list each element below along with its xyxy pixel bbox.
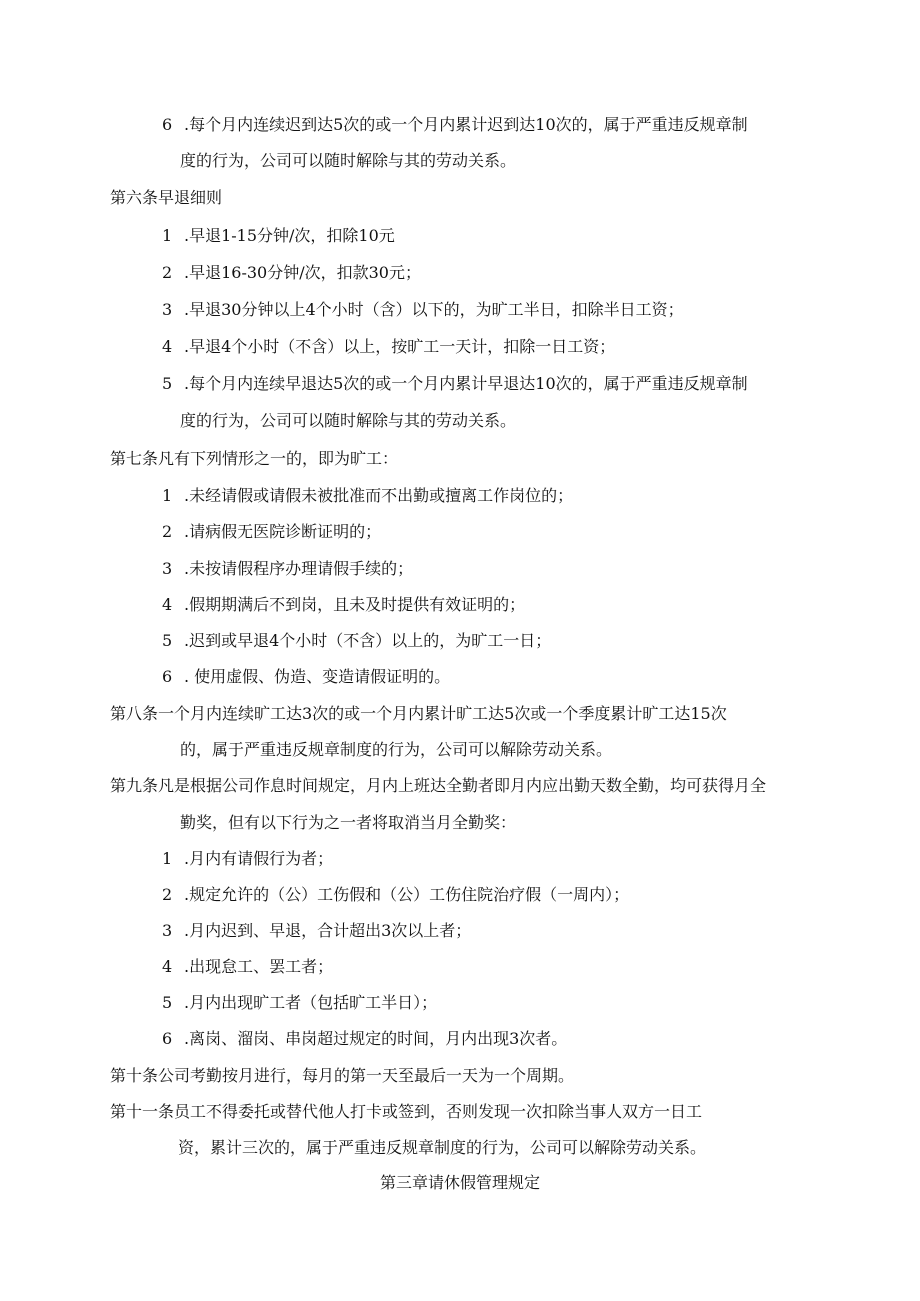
list-item: [162, 374, 748, 394]
list-item: [162, 337, 615, 357]
item-text: .早退16-30分钟/次，扣款30元；: [184, 263, 421, 282]
item-number: 5: [162, 993, 173, 1012]
article-heading: 第九条凡是根据公司作息时间规定，月内上班达全勤者即月内应出勤天数全勤，均可获得月全: [110, 776, 767, 795]
item-text: .早退1-15分钟/次，扣除10元: [184, 226, 395, 245]
item-text: .早退4个小时（不含）以上，按旷工一天计，扣除一日工资；: [184, 337, 616, 356]
continuation-line: 度的行为，公司可以随时解除与其的劳动关系。: [180, 151, 517, 170]
item-number: 6: [162, 115, 173, 134]
list-item: [162, 849, 333, 869]
item-number: 5: [162, 374, 173, 393]
list-item: [162, 993, 437, 1013]
list-item: [162, 522, 381, 542]
item-text: .每个月内连续迟到达5次的或一个月内累计迟到达10次的，属于严重违反规章制: [184, 115, 748, 134]
item-text: .出现怠工、罢工者；: [184, 957, 334, 976]
item-text: .每个月内连续早退达5次的或一个月内累计早退达10次的，属于严重违反规章制: [184, 374, 748, 393]
item-number: 2: [162, 522, 173, 541]
article-heading: 第八条一个月内连续旷工达3次的或一个月内累计旷工达5次或一个季度累计旷工达15次: [110, 704, 727, 723]
item-number: 3: [162, 921, 173, 940]
list-item: [162, 957, 333, 977]
list-item: [162, 115, 748, 135]
item-number: 1: [162, 226, 173, 245]
item-text: .离岗、溜岗、串岗超过规定的时间，月内出现3次者。: [184, 1029, 568, 1048]
item-text: .早退30分钟以上4个小时（含）以下的，为旷工半日，扣除半日工资；: [184, 300, 684, 319]
list-item: [162, 1029, 567, 1049]
continuation-line: 勤奖，但有以下行为之一者将取消当月全勤奖：: [180, 813, 517, 832]
list-item: [162, 263, 421, 283]
list-item: [162, 226, 395, 246]
item-number: 4: [162, 595, 173, 614]
item-text: .未按请假程序办理请假手续的；: [184, 559, 414, 578]
article-heading: 第七条凡有下列情形之一的，即为旷工：: [110, 449, 399, 468]
list-item: [162, 486, 573, 506]
item-text: .月内出现旷工者（包括旷工半日）；: [184, 993, 438, 1012]
item-number: 4: [162, 337, 173, 356]
item-number: 3: [162, 559, 173, 578]
item-number: 6: [162, 1029, 173, 1048]
list-item: [162, 300, 684, 320]
item-number: 3: [162, 300, 173, 319]
item-number: 2: [162, 885, 173, 904]
item-number: 2: [162, 263, 173, 282]
item-number: 4: [162, 957, 173, 976]
list-item: [162, 631, 551, 651]
article-heading: 第六条早退细则: [110, 188, 223, 207]
item-text: .规定允许的（公）工伤假和（公）工伤住院治疗假（一周内）；: [184, 885, 630, 904]
continuation-line: 资，累计三次的，属于严重违反规章制度的行为，公司可以解除劳动关系。: [178, 1138, 707, 1157]
item-text: .月内有请假行为者；: [184, 849, 334, 868]
item-text: .假期期满后不到岗，且未及时提供有效证明的；: [184, 595, 526, 614]
item-text: . 使用虚假、伪造、变造请假证明的。: [184, 667, 451, 686]
item-number: 6: [162, 667, 173, 686]
list-item: [162, 595, 525, 615]
item-text: .月内迟到、早退，合计超出3次以上者；: [184, 921, 472, 940]
article-heading: 第十一条员工不得委托或替代他人打卡或签到，否则发现一次扣除当事人双方一日工: [110, 1102, 703, 1121]
item-number: 1: [162, 849, 173, 868]
continuation-line: 的，属于严重违反规章制度的行为，公司可以解除劳动关系。: [180, 740, 613, 759]
item-text: .迟到或早退4个小时（不含）以上的，为旷工一日；: [184, 631, 552, 650]
list-item: [162, 885, 629, 905]
item-number: 1: [162, 486, 173, 505]
item-text: .未经请假或请假未被批准而不出勤或擅离工作岗位的；: [184, 486, 574, 505]
article-heading: 第十条公司考勤按月进行，每月的第一天至最后一天为一个周期。: [110, 1066, 575, 1085]
continuation-line: 度的行为，公司可以随时解除与其的劳动关系。: [180, 411, 517, 430]
list-item: [162, 667, 450, 687]
item-number: 5: [162, 631, 173, 650]
list-item: [162, 921, 471, 941]
chapter-heading: 第三章请休假管理规定: [379, 1173, 540, 1192]
item-text: .请病假无医院诊断证明的；: [184, 522, 382, 541]
list-item: [162, 559, 413, 579]
